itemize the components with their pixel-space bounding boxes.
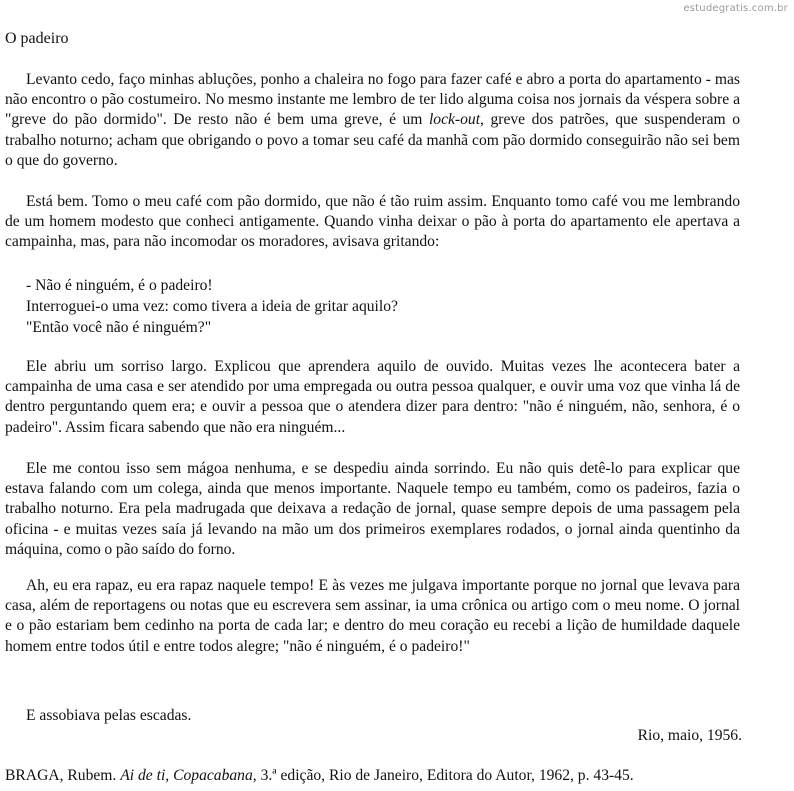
citation-book-title: Ai de ti, Copacabana [120, 767, 253, 784]
closing-line: E assobiava pelas escadas. [26, 707, 192, 724]
dialog-line: "Então você não é ninguém?" [26, 319, 212, 336]
paragraph-3: Ele abriu um sorriso largo. Explicou que aprendera aquilo de ouvido. Muitas vezes lhe acontecera bater a campainha de uma casa e ser atendido por uma empregada ou outra pessoa qualquer, e ouvir uma voz que vinha lá de dentro perguntando quem era; e ouvir a pessoa que o atendera dizer para dentro: "não é ninguém, não, senhora, é o padeiro". Assim ficara sabendo que não era ninguém... [5, 358, 740, 436]
watermark: estudegratis.com.br [683, 3, 788, 14]
document-title: O padeiro [5, 30, 69, 47]
dialog-line: - Não é ninguém, é o padeiro! [26, 277, 213, 294]
dialog-line: Interroguei-o uma vez: como tivera a ideia de gritar aquilo? [26, 298, 398, 315]
paragraph-1-text-a: Levanto cedo, faço minhas abluções, ponho a chaleira no fogo para fazer café e abro a porta do apartamento - mas não encontro o pão costumeiro. No mesmo instante me lembro de ter lido alguma coisa nos jornais da véspera sobre a "greve do pão dormido". De resto não é bem uma greve, é um [5, 71, 740, 129]
paragraph-4: Ele me contou isso sem mágoa nenhuma, e se despediu ainda sorrindo. Eu não quis detê-lo para explicar que estava falando com um colega, ainda que menos importante. Naquele tempo eu também, como os padeiros, fazia o trabalho noturno. Era pela madrugada que deixava a redação de jornal, quase sempre depois de uma passagem pela oficina - e muitas vezes saía já levando na mão um dos primeiros exemplares rodados, o jornal ainda quentinho da máquina, como o pão saído do forno. [5, 460, 740, 558]
place-date: Rio, maio, 1956. [637, 727, 742, 744]
paragraph-1-emphasis: lock-out [428, 111, 481, 129]
paragraph-1 [5, 70, 740, 171]
citation-details: , 3.ª edição, Rio de Janeiro, Editora do Autor, 1962, p. 43-45. [252, 767, 634, 784]
paragraph-1-text-b: , greve dos patrões, que suspenderam o trabalho noturno; acham que obrigando o povo a tomar seu café da manhã com pão dormido conseguirão não sei bem o que do governo. [5, 111, 740, 169]
paragraph-2: Está bem. Tomo o meu café com pão dormido, que não é tão ruim assim. Enquanto tomo café vou me lembrando de um homem modesto que conheci antigamente. Quando vinha deixar o pão à porta do apartamento ele apertava a campainha, mas, para não incomodar os moradores, avisava gritando: [5, 193, 740, 251]
paragraph-5: Ah, eu era rapaz, eu era rapaz naquele tempo! E às vezes me julgava importante porque no jornal que levava para casa, além de reportagens ou notas que eu escrevera sem assinar, ia uma crônica ou artigo com o meu nome. O jornal e o pão estariam bem cedinho na porta de cada lar; e dentro do meu coração eu recebi a lição de humildade daquele homem entre todos útil e entre todos alegre; "não é ninguém, é o padeiro!" [5, 577, 740, 655]
dialog-block [26, 275, 398, 338]
bibliographic-citation [5, 766, 634, 786]
citation-author: BRAGA, Rubem. [5, 767, 121, 784]
